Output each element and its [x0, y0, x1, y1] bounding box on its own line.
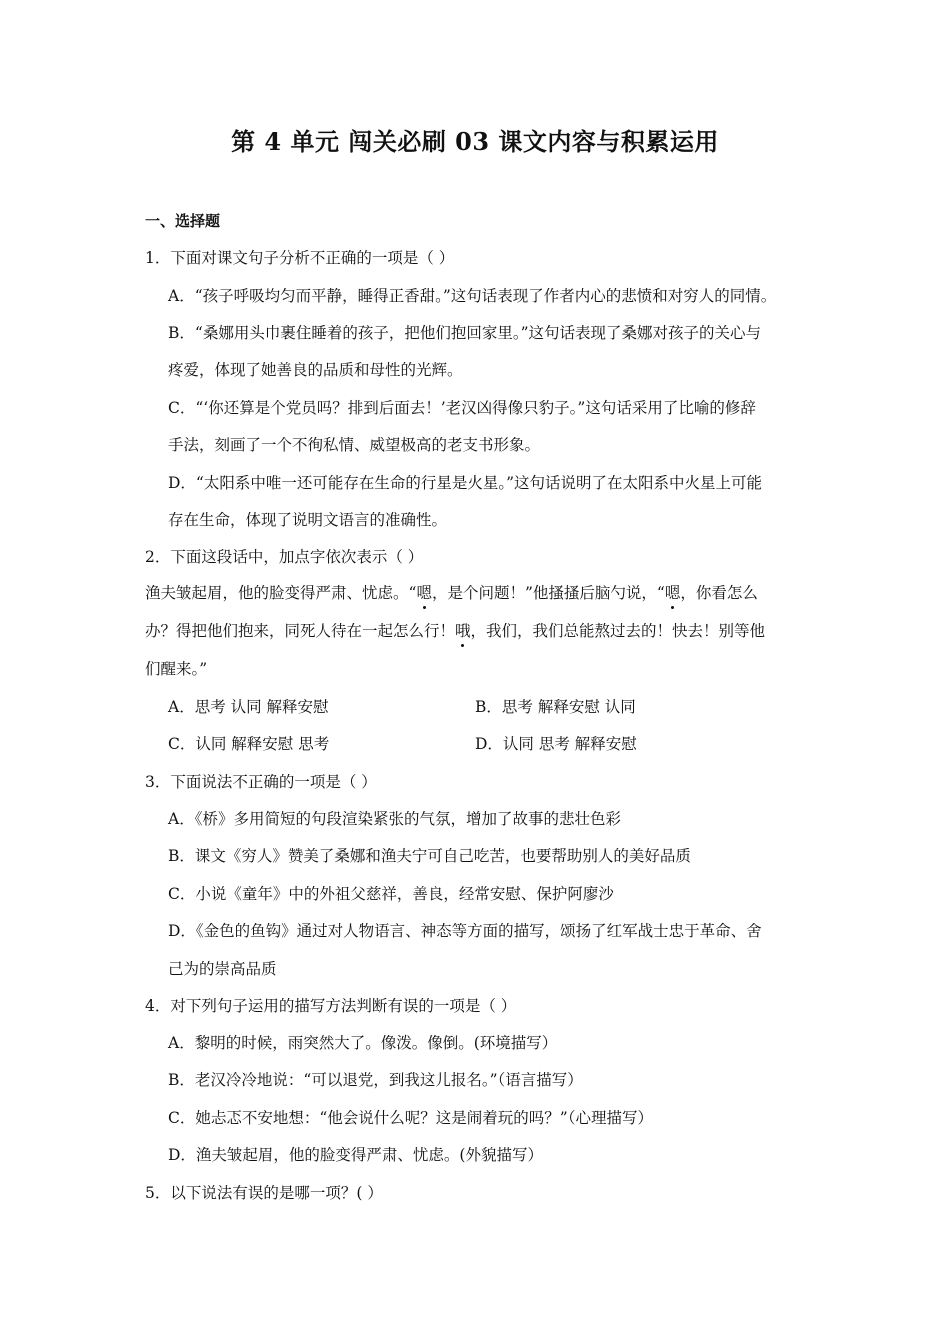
question-5-stem: 5．以下说法有误的是哪一项？( ）: [145, 1184, 383, 1202]
question-2-option-d: D．认同 思考 解释安慰: [475, 735, 637, 753]
dotted-word: 嗯: [664, 584, 681, 602]
question-2-passage-line3: 们醒来。”: [145, 660, 208, 678]
question-2-stem: 2．下面这段话中，加点字依次表示（ ）: [145, 548, 424, 566]
question-3-stem: 3．下面说法不正确的一项是（ ）: [145, 773, 377, 791]
dotted-word: 哦: [455, 622, 471, 640]
question-1-option-c-line2: 手法，刻画了一个不徇私情、威望极高的老支书形象。: [168, 436, 541, 454]
question-2-passage-line2: [145, 620, 765, 642]
question-4-option-d: D．渔夫皱起眉，他的脸变得严肃、忧虑。(外貌描写）: [168, 1146, 543, 1164]
question-4-option-a: A．黎明的时候，雨突然大了。像泼。像倒。(环境描写）: [168, 1034, 558, 1052]
question-3-option-c: C．小说《童年》中的外祖父慈祥，善良，经常安慰、保护阿廖沙: [168, 885, 614, 903]
question-3-option-a: A．《桥》多用简短的句段渲染紧张的气氛，增加了故事的悲壮色彩: [168, 810, 621, 828]
question-2-option-a: A．思考 认同 解释安慰: [168, 698, 329, 716]
question-3-option-d-line1: D．《金色的鱼钩》通过对人物语言、神态等方面的描写，颂扬了红军战士忠于革命、舍: [168, 922, 762, 940]
passage-text: 办？得把他们抱来，同死人待在一起怎么行！: [145, 622, 456, 640]
question-2-passage-line1: [145, 582, 758, 604]
question-1-option-b-line1: B．“桑娜用头巾裹住睡着的孩子，把他们抱回家里。”这句话表现了桑娜对孩子的关心与: [168, 324, 761, 342]
question-1-stem: 1．下面对课文句子分析不正确的一项是（ ）: [145, 249, 455, 267]
question-1-option-d-line2: 存在生命，体现了说明文语言的准确性。: [168, 511, 448, 529]
passage-text: ，是个问题！”他搔搔后脑勺说，“: [431, 584, 665, 602]
question-4-option-c: C．她忐忑不安地想：“他会说什么呢？这是闹着玩的吗？”（心理描写）: [168, 1109, 653, 1127]
question-4-option-b: B．老汉冷冷地说：“可以退党，到我这儿报名。”（语言描写）: [168, 1071, 583, 1089]
question-1-option-b-line2: 疼爱，体现了她善良的品质和母性的光辉。: [168, 361, 463, 379]
question-2-option-b: B．思考 解释安慰 认同: [475, 698, 636, 716]
question-3-option-d-line2: 己为的崇高品质: [168, 960, 277, 978]
question-3-option-b: B．课文《穷人》赞美了桑娜和渔夫宁可自己吃苦，也要帮助别人的美好品质: [168, 847, 691, 865]
dotted-word: 嗯: [416, 584, 432, 602]
passage-text: 渔夫皱起眉，他的脸变得严肃、忧虑。“: [145, 584, 417, 602]
question-1-option-c-line1: C．“‘你还算是个党员吗？排到后面去！’老汉凶得像只豹子。”这句话采用了比喻的修辞: [168, 399, 756, 417]
passage-text: ，我们，我们总能熬过去的！快去！别等他: [470, 622, 766, 640]
section-heading: 一、选择题: [145, 212, 221, 230]
question-1-option-a: A．“孩子呼吸均匀而平静，睡得正香甜。”这句话表现了作者内心的悲愤和对穷人的同情。: [168, 287, 777, 305]
passage-text: ，你看怎么: [680, 584, 758, 602]
question-2-option-c: C．认同 解释安慰 思考: [168, 735, 330, 753]
question-4-stem: 4．对下列句子运用的描写方法判断有误的一项是（ ）: [145, 997, 517, 1015]
page-title: 第 4 单元 闯关必刷 03 课文内容与积累运用: [231, 127, 719, 156]
question-1-option-d-line1: D．“太阳系中唯一还可能存在生命的行星是火星。”这句话说明了在太阳系中火星上可能: [168, 474, 763, 492]
